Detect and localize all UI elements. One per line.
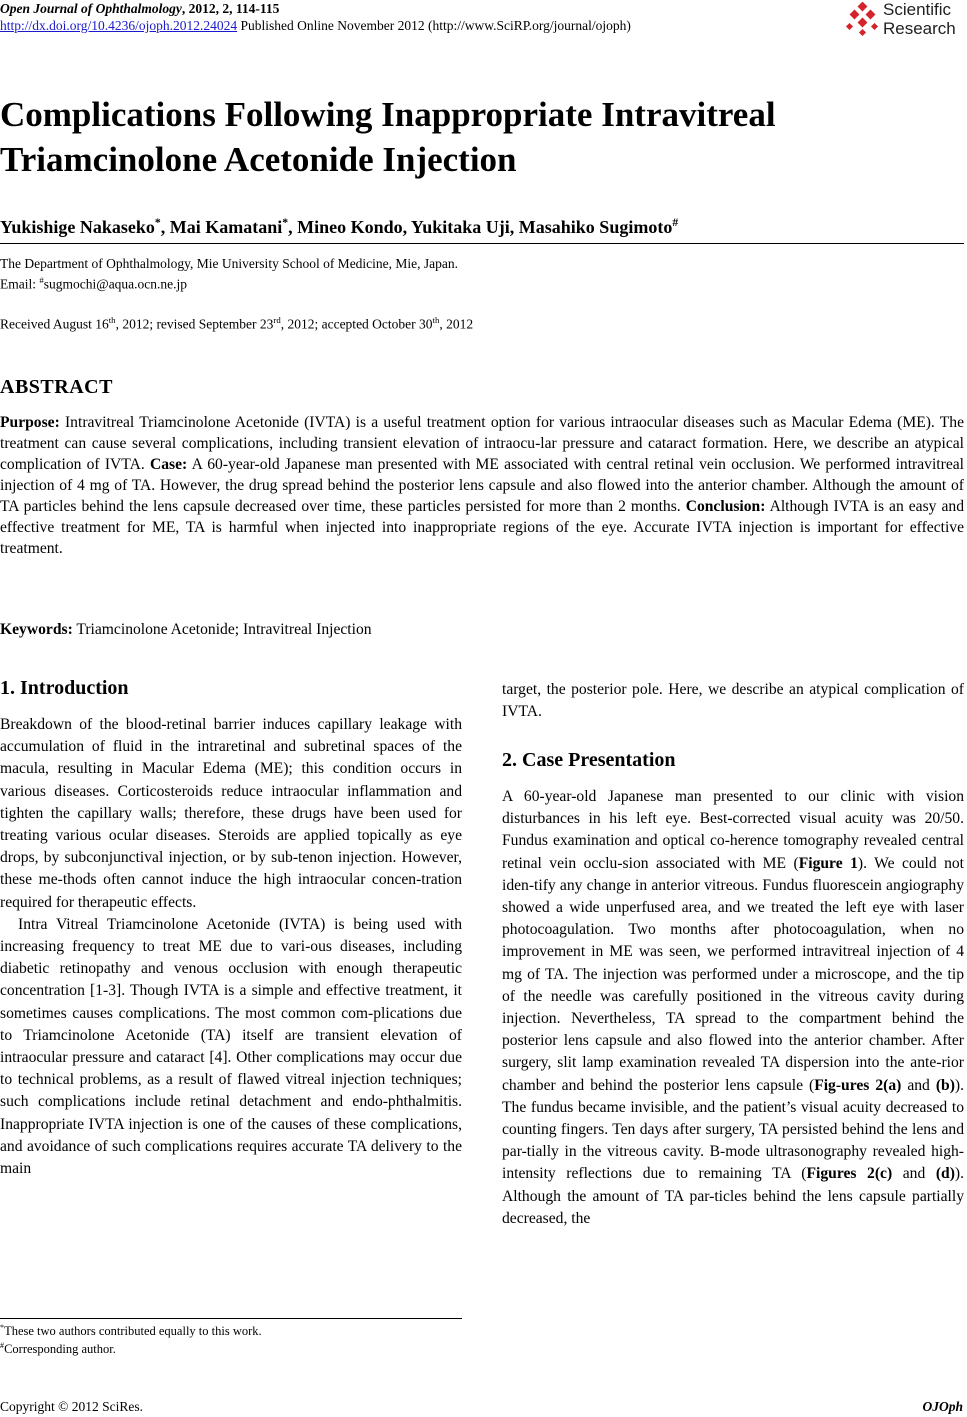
intro-paragraph-2: Intra Vitreal Triamcinolone Acetonide (IVTA) is being used with increasing frequency to treat ME due to vari-ous diseases, including diabetic retinopathy and venous occlusion with enough therapeutic concentration [1-3]. Though IVTA is a simple and effective treatment, it sometimes causes complications. The most common com-plications due to Triamcinolone Acetonide (TA) itself are transient elevation of intraocular pressure and cataract [4]. Other complications may occur due to technical problems, as a result of flawed vitreal injection techniques; such complications include retinal detachment and endo-phthalmitis. Inappropriate IVTA injection is one of the causes of these complications, and avoidance of such complications requires accurate TA delivery to the main [0,915,462,1178]
case-paragraph: A 60-year-old Japanese man presented to our clinic with vision disturbances in his left eye. Best-corrected visual acuity was 20/50. Fundus examination and optical co-herence tomography revealed central retinal vein occlu-sion associated with ME (Figure 1). We could not iden-tify any change in anterior vitreous. Fundus fluorescein angiography showed a wide unperfused area, and we treated the left eye with laser photocoagulation. Two months after photocoagulation, when no improvement in ME was seen, we performed intravitreal injection of 4 mg of TA. The injection was performed under a microscope, and the tip of the needle was carefully positioned in the vitreous cavity during injection. Nevertheless, TA spread to the compartment behind the posterior lens capsule and also flowed into the anterior chamber. After surgery, slit lamp examination revealed TA dispersion into the ante-rior chamber and behind the posterior lens capsule (Fig-ures 2(a) and (b)). The fundus became invisible, and the patient’s visual acuity decreased to counting fingers. Ten days after surgery, TA persisted behind the lens and par-tially in the vitreous cavity. B-mode ultrasonography revealed high-intensity reflections due to remaining TA (Figures 2(c) and (d)). Although the amount of TA par-ticles behind the lens capsule partially decreased, the [502,788,965,1227]
keywords: Keywords: Triamcinolone Acetonide; Intravitreal Injection [0,621,372,638]
footer-journal-abbr: OJOph [922,1399,963,1414]
affiliation: The Department of Ophthalmology, Mie University School of Medicine, Mie, Japan. [0,256,459,271]
journal-volume: , 2012, 2, 114-115 [181,1,280,16]
section-heading-introduction: 1. Introduction [0,677,129,699]
journal-citation [0,1,279,17]
figure-1-ref: Figure 1 [798,854,858,872]
logo-mark-icon [845,2,881,38]
left-column-text [0,714,462,1180]
author-divider [0,243,964,244]
abstract-heading: ABSTRACT [0,376,113,398]
email-line: Email: #sugmochi@aqua.ocn.ne.jp [0,275,188,292]
scientific-research-logo [845,0,963,40]
abstract-body: Purpose: Intravitreal Triamcinolone Acetonide (IVTA) is a useful treatment option for various intraocular diseases such as Macular Edema (ME). The treatment can cause several complications, including transient elevation of intraocu-lar pressure and cataract formation. Here, we describe an atypical complication of IVTA. Case: A 60-year-old Japanese man presented with ME associated with central retinal vein occlusion. We performed intravitreal injection of 4 mg of TA. However, the drug spread behind the posterior lens capsule and also flowed into the anterior chamber. Although the amount of TA particles behind the lens capsule decreased over time, these particles persisted for more than 2 months. Conclusion: Although IVTA is an easy and effective treatment for ME, TA is harmful when injected into inappropriate regions of the eye. Accurate IVTA injection is important for effective treatment. [0,414,964,557]
logo-text: Scientific Research [883,0,956,38]
figure-2ab-ref: Fig-ures 2(a) [814,1076,902,1094]
received-dates: Received August 16th, 2012; revised September 23rd, 2012; accepted October 30th, 2012 [0,315,474,332]
published-online: Published Online November 2012 (http://www.SciRP.org/journal/ojoph) [237,18,631,33]
author-list: Yukishige Nakaseko*, Mai Kamatani*, Mineo Kondo, Yukitaka Uji, Masahiko Sugimoto# [0,216,679,237]
intro-continuation: target, the posterior pole. Here, we describe an atypical complication of IVTA. [502,681,964,721]
paper-title: Complications Following Inappropriate Intravitreal Triamcinolone Acetonide Injection [0,95,776,179]
section-heading-case-presentation: 2. Case Presentation [502,749,676,771]
journal-name: Open Journal of Ophthalmology [0,1,182,16]
publication-info [0,18,631,34]
intro-paragraph-1: Breakdown of the blood-retinal barrier induces capillary leakage with accumulation of fluid in the intraretinal and subretinal spaces of the macula, resulting in Macular Edema (ME); this condition occurs in various diseases. Corticosteroids reduce intraocular inflammation and tighten the capillary walls; therefore, these drugs have been used for treating various ocular diseases. Steroids are applied topically as eye drops, by subconjunctival injection, or by sub-tenon injection. However, these me-thods often cannot induce the high intraocular concen-tration required for therapeutic effects. [0,716,462,911]
footnote-corresponding-author: #Corresponding author. [0,1341,116,1357]
footnote-equal-contribution: *These two authors contributed equally to this work. [0,1323,262,1339]
figure-2cd-ref: Figures 2(c) [806,1165,893,1183]
footnote-divider [0,1318,462,1319]
footer-copyright: Copyright © 2012 SciRes. [0,1399,144,1414]
doi-link[interactable]: http://dx.doi.org/10.4236/ojoph.2012.24024 [0,18,238,33]
